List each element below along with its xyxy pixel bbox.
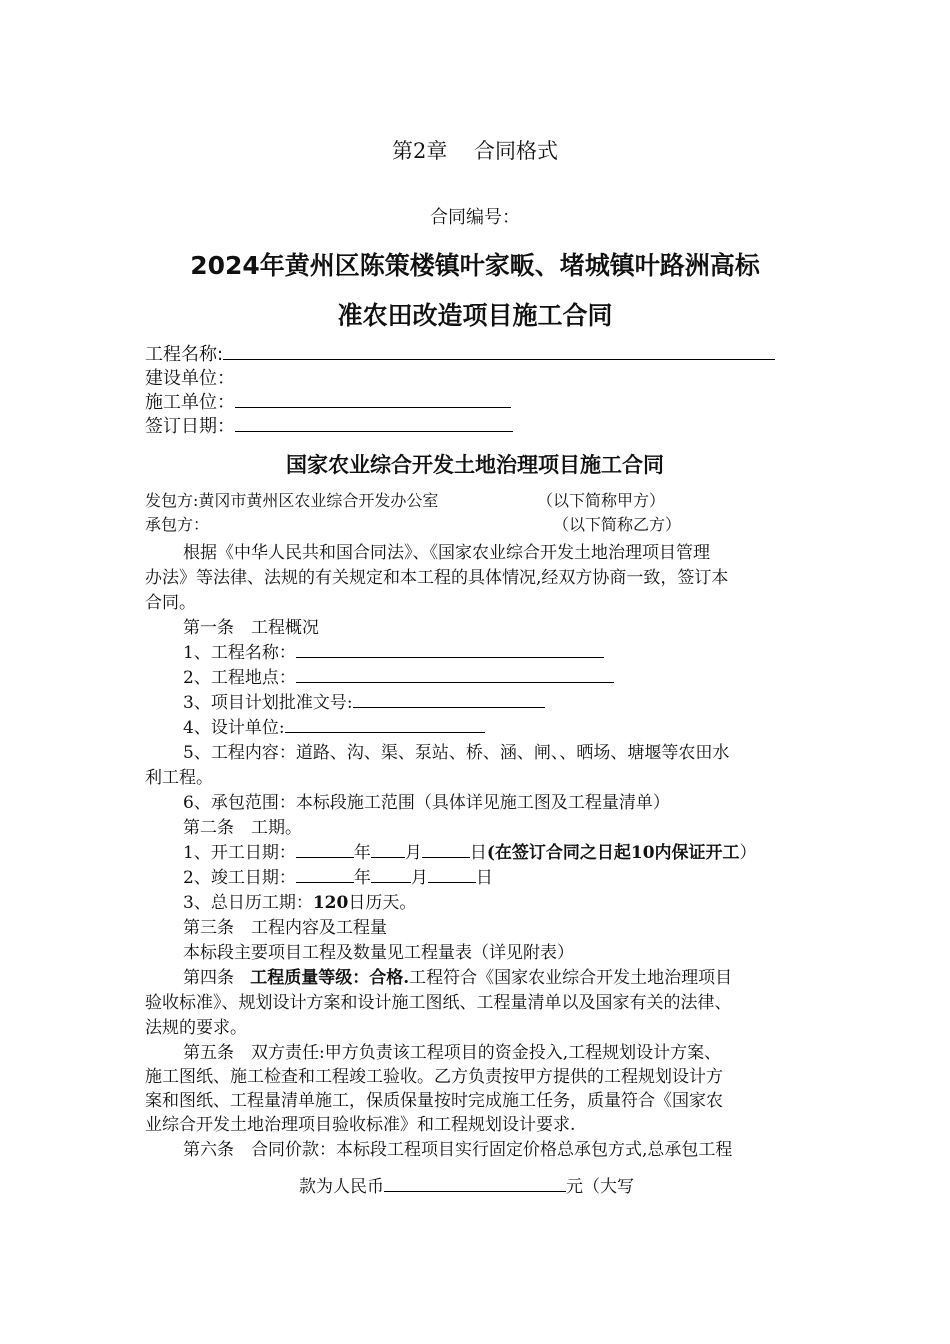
contract-number-label: 合同编号：	[430, 207, 520, 228]
chapter-title: 合同格式	[474, 139, 559, 163]
art2-start-date: 1、开工日期： 年 月 日(在签订合同之日起10内保证开工）	[183, 843, 757, 863]
end-day-blank[interactable]	[428, 866, 476, 883]
project-location-blank[interactable]	[296, 666, 614, 683]
article3-text: 本标段主要项目工程及数量见工程量表（详见附表）	[183, 943, 574, 963]
party-a: 发包方:黄冈市黄州区农业综合开发办公室	[145, 491, 439, 510]
design-unit-blank[interactable]	[285, 716, 485, 733]
article2-title: 第二条 工期。	[183, 818, 302, 838]
total-days-value: 120	[312, 893, 349, 913]
chapter-number: 第2章	[391, 139, 448, 163]
end-year-blank[interactable]	[296, 866, 354, 883]
start-note: (在签订合同之日起10内保证开工	[486, 843, 740, 863]
quality-grade: 工程质量等级：合格.	[250, 968, 410, 988]
article4-line1: 第四条 工程质量等级：合格.工程符合《国家农业综合开发土地治理项目	[183, 968, 733, 988]
main-title-line2: 准农田改造项目施工合同	[337, 301, 613, 330]
article5-line1: 第五条 双方责任:甲方负责该工程项目的资金投入,工程规划设计方案、	[183, 1043, 722, 1063]
chapter-heading	[0, 135, 950, 165]
article4-line2: 验收标准》、规划设计方案和设计施工图纸、工程量清单以及国家有关的法律、	[145, 993, 732, 1013]
party-b: 承包方：	[145, 515, 210, 534]
party-a-note: （以下简称甲方）	[537, 491, 666, 510]
article1-title: 第一条 工程概况	[183, 618, 319, 638]
start-year-blank[interactable]	[296, 841, 354, 858]
article3-title: 第三条 工程内容及工程量	[183, 918, 387, 938]
party-b-note: （以下简称乙方）	[553, 515, 682, 534]
field-sign-date: 签订日期：	[145, 412, 513, 438]
article6-line1: 第六条 合同价款：本标段工程项目实行固定价格总承包方式,总承包工程	[183, 1140, 733, 1160]
contract-price-blank[interactable]	[384, 1175, 566, 1192]
art2-end-date: 2、竣工日期： 年 月 日	[183, 868, 493, 888]
art1-item5a: 5、工程内容：道路、沟、渠、泵站、桥、涵、闸、、晒场、塘堰等农田水	[183, 743, 730, 763]
contractor-blank[interactable]	[235, 389, 511, 408]
art1-item3: 3、项目计划批准文号:	[183, 688, 545, 713]
article5-line3: 案和图纸、工程量清单施工，保质保量按时完成施工任务，质量符合《国家农	[145, 1091, 723, 1111]
end-month-blank[interactable]	[371, 866, 411, 883]
approval-number-blank[interactable]	[353, 691, 545, 708]
article4-line3: 法规的要求。	[145, 1018, 247, 1038]
article5-line2: 施工图纸、施工检查和工程竣工验收。乙方负责按甲方提供的工程规划设计方	[145, 1067, 723, 1087]
start-month-blank[interactable]	[371, 841, 405, 858]
art1-item4: 4、设计单位:	[183, 713, 485, 738]
project-name-blank[interactable]	[223, 341, 775, 360]
intro-line3: 合同。	[145, 593, 196, 613]
main-title-line1: 2024年黄州区陈策楼镇叶家畈、堵城镇叶路洲高标	[190, 251, 760, 280]
article6-line2: 款为人民币 元（大写	[299, 1177, 634, 1197]
intro-line1: 根据《中华人民共和国合同法》、《国家农业综合开发土地治理项目管理	[183, 543, 710, 563]
field-project-name: 工程名称:	[145, 340, 775, 366]
article5-line4: 业综合开发土地治理项目验收标准》和工程规划设计要求.	[145, 1115, 576, 1135]
field-builder: 建设单位：	[145, 368, 235, 389]
subtitle: 国家农业综合开发土地治理项目施工合同	[286, 453, 664, 477]
art1-item1: 1、工程名称：	[183, 638, 604, 663]
start-day-blank[interactable]	[422, 841, 470, 858]
intro-line2: 办法》等法律、法规的有关规定和本工程的具体情况,经双方协商一致，签订本	[145, 568, 729, 588]
sign-date-blank[interactable]	[235, 413, 513, 432]
field-contractor: 施工单位：	[145, 388, 511, 414]
art1-item5b: 利工程。	[145, 768, 213, 788]
project-name-blank2[interactable]	[296, 641, 604, 658]
art1-item2: 2、工程地点：	[183, 663, 614, 688]
art2-total-days: 3、总日历工期：120日历天。	[183, 893, 417, 913]
art1-item6: 6、承包范围：本标段施工范围（具体详见施工图及工程量清单）	[183, 793, 670, 813]
